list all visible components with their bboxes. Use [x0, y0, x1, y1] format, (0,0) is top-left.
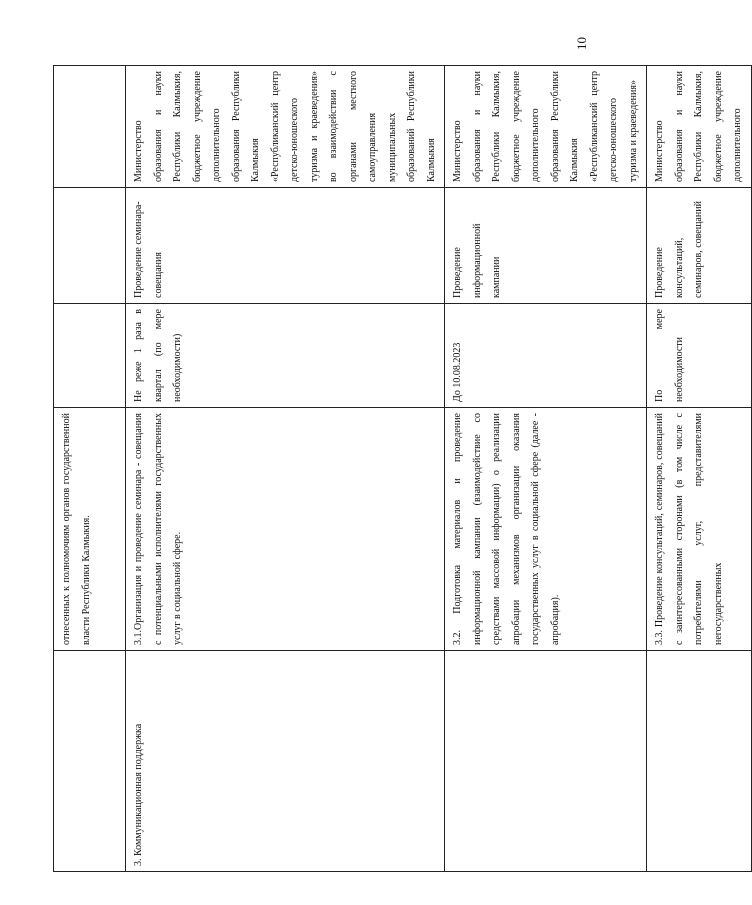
result-cell — [54, 188, 126, 304]
table-row — [647, 66, 752, 872]
responsible-cell — [54, 66, 126, 188]
plan-table — [53, 65, 752, 872]
result-cell: Проведение семинара-совещания — [126, 188, 445, 304]
deadline-cell — [54, 304, 126, 408]
responsible-cell: Министерство образования и науки Республики Калмыкия, бюджетное учреждение дополнительного образования Республики Калмыкия «Республиканский центр детско-юношеского туризма и краеведения» во взаимодействии с органами местного самоуправления муниципальных образований Республики Калмыкия — [126, 66, 445, 188]
section-cell — [647, 651, 752, 872]
result-cell: Проведение консультаций, семинаров, совещаний — [647, 188, 752, 304]
deadline-cell: До 10.08.2023 — [445, 304, 647, 408]
page-number: 10 — [574, 37, 589, 50]
activity-cell: 3.2. Подготовка материалов и проведение информационной кампании (взаимодействие со средствами массовой информации) о реализации апробации механизмов организации оказания государственных услуг в социальной сфере (далее - апробация). — [445, 408, 647, 651]
table-row — [54, 66, 126, 872]
section-cell — [54, 651, 126, 872]
responsible-cell: Министерство образования и науки Республики Калмыкия, бюджетное учреждение дополнительного — [647, 66, 752, 188]
table-row — [445, 66, 647, 872]
activity-cell: 3.1.Организация и проведение семинара - совещания с потенциальными исполнителями государственных услуг в социальной сфере. — [126, 408, 445, 651]
section-cell: 3. Коммуникационная поддержка — [126, 651, 445, 872]
activity-cell: отнесенных к полномочиям органов государственной власти Республики Калмыкия. — [54, 408, 126, 651]
table-row — [126, 66, 445, 872]
deadline-cell: По мере необходимости — [647, 304, 752, 408]
deadline-cell: Не реже 1 раза в квартал (по мере необходимости) — [126, 304, 445, 408]
activity-cell: 3.3. Проведение консультаций, семинаров, совещаний с заинтересованными сторонами (в том числе с потребителями услуг, представителями негосударственных — [647, 408, 752, 651]
responsible-cell: Министерство образования и науки Республики Калмыкия, бюджетное учреждение дополнительного образования Республики Калмыкия «Республиканский центр детско-юношеского туризма и краеведения» — [445, 66, 647, 188]
section-cell — [445, 651, 647, 872]
result-cell: Проведение информационной кампании — [445, 188, 647, 304]
